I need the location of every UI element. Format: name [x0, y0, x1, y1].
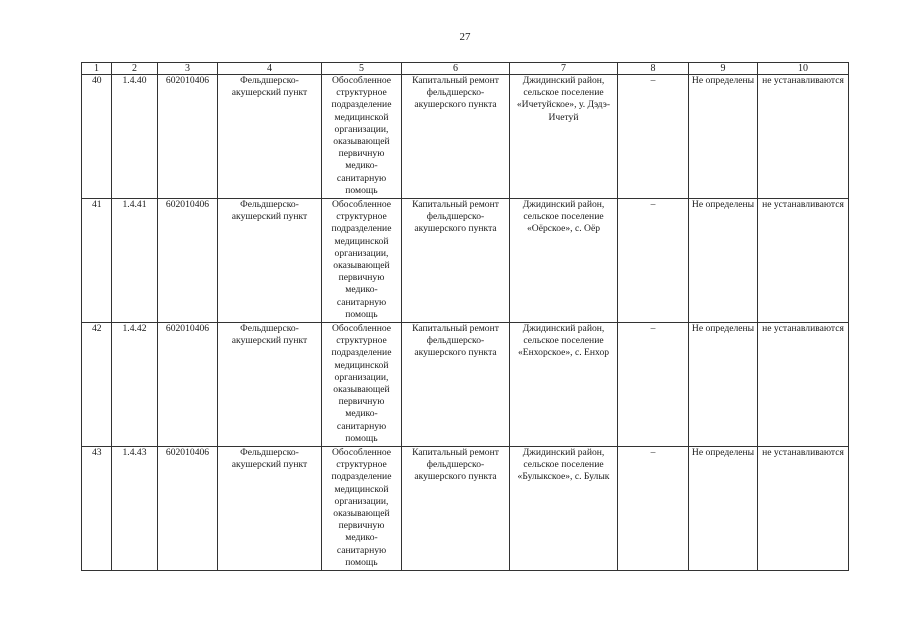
- object-purpose-cell: Обособленное структурное подразделение медицинской организации, оказывающей первичную медико-санитарную помощь: [322, 75, 402, 199]
- column-9-cell: Не определены: [689, 323, 758, 447]
- column-header: 8: [618, 63, 689, 75]
- column-8-cell: –: [618, 75, 689, 199]
- code-cell: 1.4.42: [112, 323, 158, 447]
- classifier-code-cell: 602010406: [158, 75, 218, 199]
- table-row: [82, 323, 849, 447]
- object-name-cell: Фельдшерско-акушерский пункт: [218, 447, 322, 571]
- table-row: [82, 199, 849, 323]
- column-10-cell: не устанавливаются: [758, 75, 849, 199]
- code-cell: 1.4.40: [112, 75, 158, 199]
- classifier-code-cell: 602010406: [158, 199, 218, 323]
- column-header: 9: [689, 63, 758, 75]
- column-8-cell: –: [618, 199, 689, 323]
- object-purpose-cell: Обособленное структурное подразделение медицинской организации, оказывающей первичную медико-санитарную помощь: [322, 323, 402, 447]
- object-name-cell: Фельдшерско-акушерский пункт: [218, 323, 322, 447]
- column-9-cell: Не определены: [689, 447, 758, 571]
- header-row: [82, 63, 849, 75]
- code-cell: 1.4.43: [112, 447, 158, 571]
- column-header: 3: [158, 63, 218, 75]
- row-number-cell: 40: [82, 75, 112, 199]
- column-9-cell: Не определены: [689, 199, 758, 323]
- column-header: 4: [218, 63, 322, 75]
- row-number-cell: 43: [82, 447, 112, 571]
- table-row: [82, 75, 849, 199]
- object-purpose-cell: Обособленное структурное подразделение медицинской организации, оказывающей первичную медико-санитарную помощь: [322, 199, 402, 323]
- column-header: 5: [322, 63, 402, 75]
- object-purpose-cell: Обособленное структурное подразделение медицинской организации, оказывающей первичную медико-санитарную помощь: [322, 447, 402, 571]
- table-row: [82, 447, 849, 571]
- row-number-cell: 42: [82, 323, 112, 447]
- work-type-cell: Капитальный ремонт фельдшерско-акушерского пункта: [402, 323, 510, 447]
- column-10-cell: не устанавливаются: [758, 199, 849, 323]
- column-header: 2: [112, 63, 158, 75]
- classifier-code-cell: 602010406: [158, 447, 218, 571]
- column-header: 7: [510, 63, 618, 75]
- work-type-cell: Капитальный ремонт фельдшерско-акушерского пункта: [402, 447, 510, 571]
- location-cell: Джидинский район, сельское поселение «Ичетуйское», у. Дэдэ-Ичетуй: [510, 75, 618, 199]
- classifier-code-cell: 602010406: [158, 323, 218, 447]
- work-type-cell: Капитальный ремонт фельдшерско-акушерского пункта: [402, 75, 510, 199]
- column-header: 10: [758, 63, 849, 75]
- column-header: 1: [82, 63, 112, 75]
- location-cell: Джидинский район, сельское поселение «Енхорское», с. Енхор: [510, 323, 618, 447]
- column-8-cell: –: [618, 447, 689, 571]
- location-cell: Джидинский район, сельское поселение «Булыкское», с. Булык: [510, 447, 618, 571]
- work-type-cell: Капитальный ремонт фельдшерско-акушерского пункта: [402, 199, 510, 323]
- column-8-cell: –: [618, 323, 689, 447]
- column-10-cell: не устанавливаются: [758, 447, 849, 571]
- row-number-cell: 41: [82, 199, 112, 323]
- location-cell: Джидинский район, сельское поселение «Оёрское», с. Оёр: [510, 199, 618, 323]
- column-9-cell: Не определены: [689, 75, 758, 199]
- column-10-cell: не устанавливаются: [758, 323, 849, 447]
- object-name-cell: Фельдшерско-акушерский пункт: [218, 199, 322, 323]
- objects-table: [81, 62, 849, 571]
- column-header: 6: [402, 63, 510, 75]
- object-name-cell: Фельдшерско-акушерский пункт: [218, 75, 322, 199]
- code-cell: 1.4.41: [112, 199, 158, 323]
- page-number: 27: [459, 31, 471, 43]
